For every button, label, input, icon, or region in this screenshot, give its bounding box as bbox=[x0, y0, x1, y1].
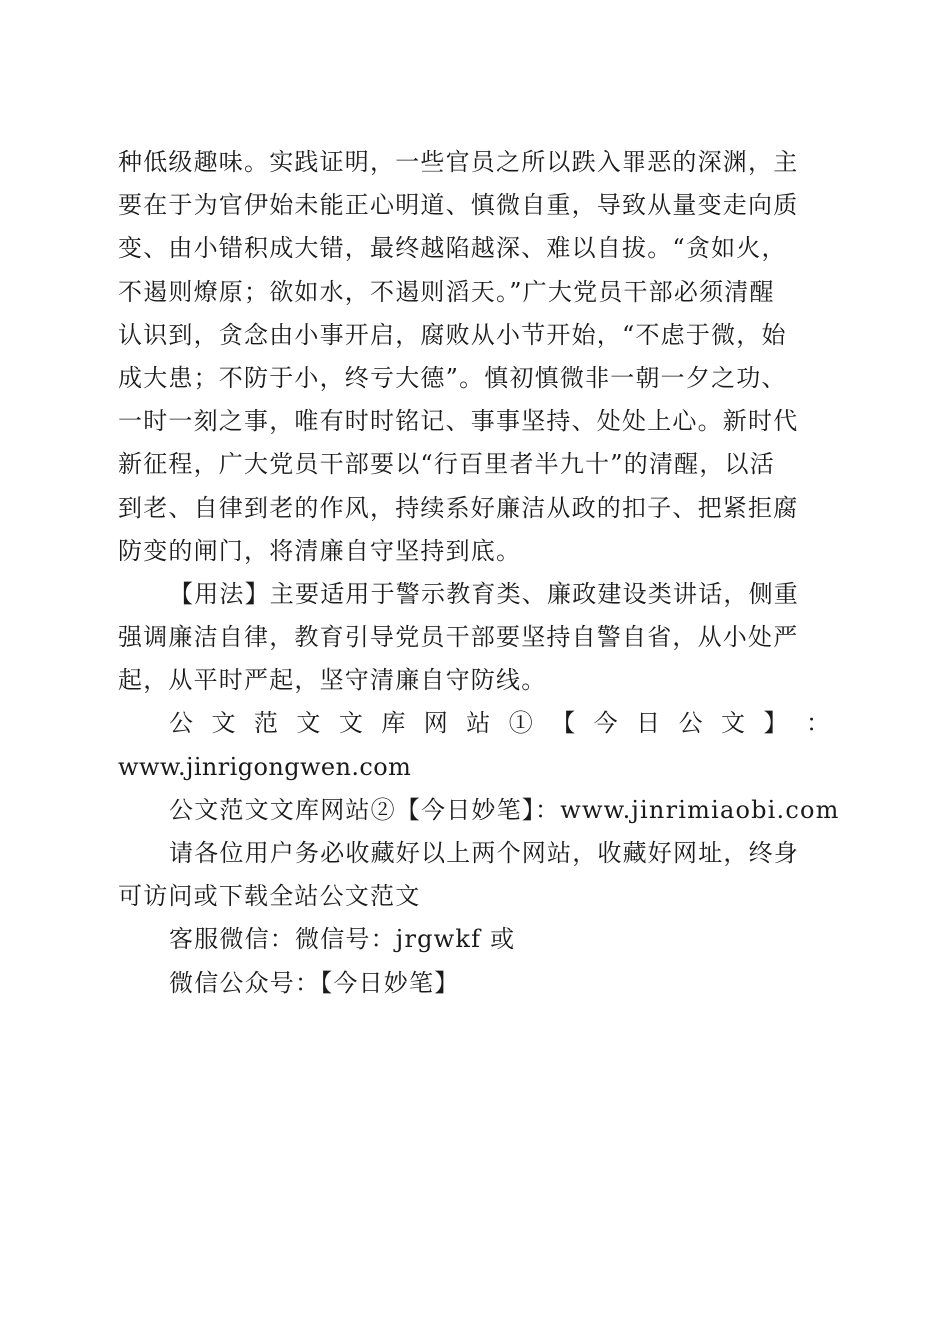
site2-paragraph bbox=[118, 789, 840, 832]
body-line: 种低级趣味。实践证明，一些官员之所以跌入罪恶的深渊，主 bbox=[118, 148, 799, 176]
site1-label: 公 文 范 文 文 库 网 站 ① 【 今 日 公 文 】 ： bbox=[169, 709, 830, 738]
body-line: 到老、自律到老的作风，持续系好廉洁从政的扣子、把紧拒腐 bbox=[118, 493, 799, 522]
site1-url: www.jinrigongwen.com bbox=[118, 752, 412, 781]
notice-paragraph bbox=[118, 832, 830, 918]
official-account-paragraph bbox=[118, 962, 830, 1005]
notice-line: 可访问或下载全站公文范文 bbox=[118, 882, 421, 911]
usage-paragraph bbox=[118, 573, 830, 703]
body-line: 不遏则燎原；欲如水，不遏则滔天。”广大党员干部必须清醒 bbox=[118, 277, 775, 306]
wechat-line: 客服微信：微信号：jrgwkf 或 bbox=[169, 925, 516, 954]
body-line: 防变的闸门，将清廉自守坚持到底。 bbox=[118, 536, 522, 565]
body-line: 成大患；不防于小，终亏大德”。慎初慎微非一朝一夕之功、 bbox=[118, 363, 787, 392]
body-line: 认识到，贪念由小事开启，腐败从小节开始，“不虑于微，始 bbox=[118, 320, 787, 349]
site1-paragraph bbox=[118, 702, 830, 788]
document-page bbox=[118, 141, 840, 1005]
official-account-line: 微信公众号：【今日妙笔】 bbox=[169, 968, 460, 997]
body-line: 变、由小错积成大错，最终越陷越深、难以自拔。“贪如火， bbox=[118, 234, 787, 263]
site2-line: 公文范文文库网站②【今日妙笔】：www.jinrimiaobi.com bbox=[169, 795, 840, 824]
usage-line: 【用法】主要适用于警示教育类、廉政建设类讲话，侧重 bbox=[169, 579, 799, 608]
body-line: 新征程，广大党员干部要以“行百里者半九十”的清醒，以活 bbox=[118, 450, 775, 479]
usage-line: 强调廉洁自律，教育引导党员干部要坚持自警自省，从小处严 bbox=[118, 623, 799, 652]
wechat-paragraph bbox=[118, 918, 830, 961]
body-line: 一时一刻之事，唯有时时铭记、事事坚持、处处上心。新时代 bbox=[118, 407, 799, 436]
usage-line: 起，从平时严起，坚守清廉自守防线。 bbox=[118, 666, 547, 695]
body-paragraph bbox=[118, 141, 830, 573]
notice-line: 请各位用户务必收藏好以上两个网站，收藏好网址，终身 bbox=[169, 839, 799, 867]
body-line: 要在于为官伊始未能正心明道、慎微自重，导致从量变走向质 bbox=[118, 191, 799, 220]
